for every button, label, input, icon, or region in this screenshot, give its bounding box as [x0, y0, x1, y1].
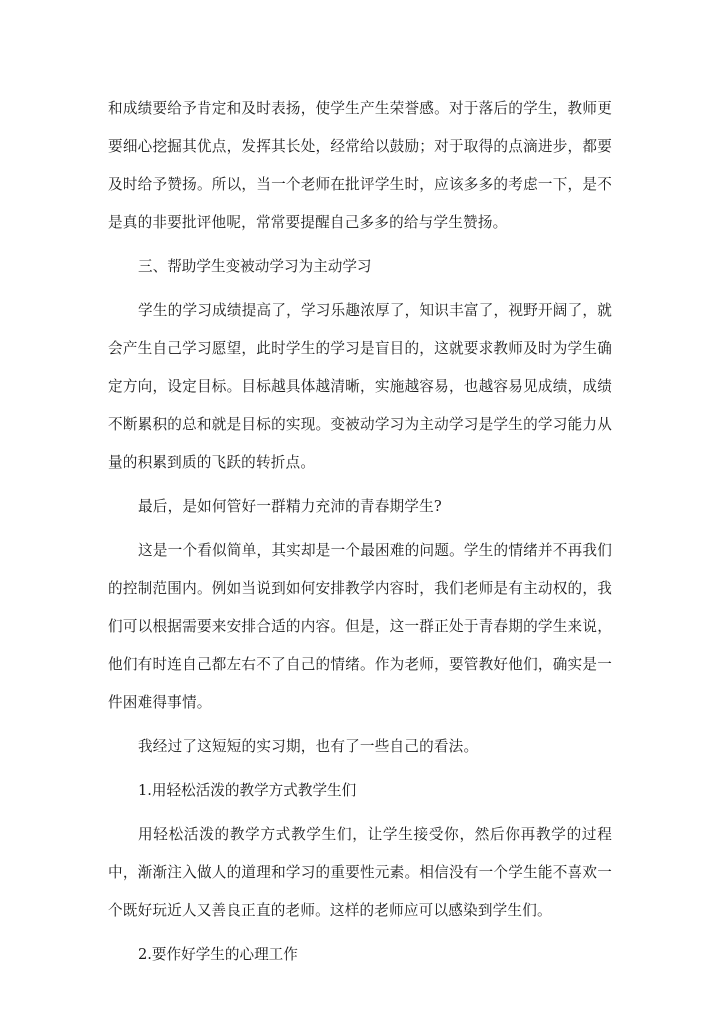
paragraph-own-views: 我经过了这短短的实习期，也有了一些自己的看法。 [138, 738, 479, 755]
subheading-relaxed-teaching: 1.用轻松活泼的教学方式教学生们 [138, 782, 357, 799]
paragraph-emotions-difficulty: 这是一个看似简单，其实却是一个最困难的问题。学生的情绪并不再我们的控制范围内。例如当说到如何安排教学内容时，我们老师是有主动权的，我们可以根据需要来安排合适的内容。但是，这一群正处于青春期的学生来说，他们有时连自己都左右不了自己的情绪。作为老师，要管教好他们，确实是一件困难得事情。 [108, 542, 612, 711]
paragraph-relaxed-teaching: 用轻松活泼的教学方式教学生们，让学生接受你，然后你再教学的过程中，渐渐注入做人的道理和学习的重要性元素。相信没有一个学生能不喜欢一个既好玩近人又善良正直的老师。这样的老师应可以感染到学生们。 [108, 826, 612, 919]
section-heading-active-learning: 三、帮助学生变被动学习为主动学习 [138, 258, 372, 275]
paragraph-question-adolescents: 最后，是如何管好一群精力充沛的青春期学生? [138, 498, 442, 515]
subheading-psychological-work: 2.要作好学生的心理工作 [138, 946, 298, 963]
paragraph-praise-students: 和成绩要给予肯定和及时表扬，使学生产生荣誉感。对于落后的学生，教师更要细心挖掘其优点，发挥其长处，经常给以鼓励；对于取得的点滴进步，都要及时给予赞扬。所以，当一个老师在批评学生时，应该多多的考虑一下，是不是真的非要批评他呢，常常要提醒自己多多的给与学生赞扬。 [108, 100, 612, 231]
paragraph-learning-goals: 学生的学习成绩提高了，学习乐趣浓厚了，知识丰富了，视野开阔了，就会产生自己学习愿望，此时学生的学习是盲目的，这就要求教师及时为学生确定方向，设定目标。目标越具体越清晰，实施越容易，也越容易见成绩，成绩不断累积的总和就是目标的实现。变被动学习为主动学习是学生的学习能力从量的积累到质的飞跃的转折点。 [108, 302, 612, 471]
